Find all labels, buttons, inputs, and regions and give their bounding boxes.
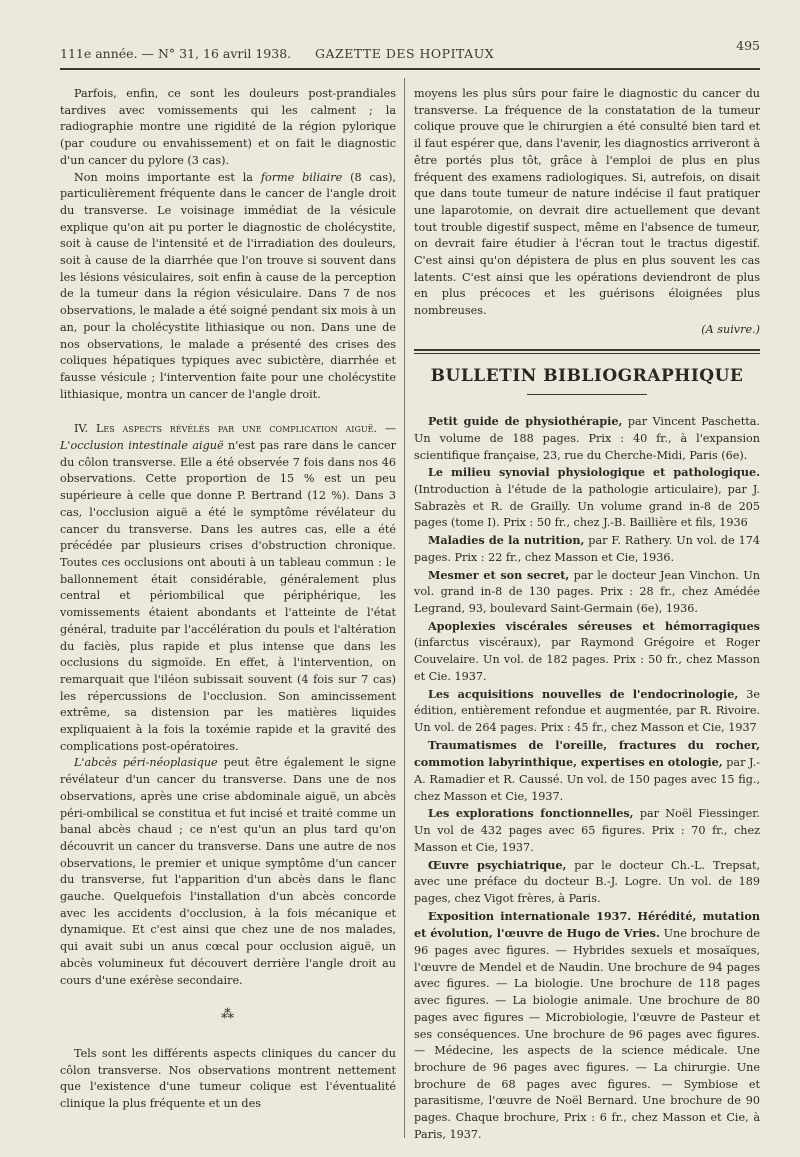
paragraph-biliary: Non moins importante est la forme biliaire (8 cas), particulièrement fréquente dans le cancer de l'angle droit du transverse. Le voisinage immédiat de la vésicule explique qu'on ait pu porter le diagnostic de cholécystite, soit à cause de l'intensité et de l'irradiation des douleurs, soit à cause de la diarrhée que l'on trouve si souvent dans les lésions vésiculaires, soit enfin à cause de la perception de la tumeur dans la région vésiculaire. Dans 7 de nos observations, le malade a été soigné pendant six mois à un an, pour la cholécystite lithiasique ou non. Dans une de nos observations, le malade a présenté des crises des coliques hépatiques typiques avec subictère, diarrhée et fausse vésicule ; l'intervention faite pour une cholécystite lithiasique, montra un cancer de l'angle droit. (60, 170, 396, 401)
bibliography-entry (414, 413, 760, 464)
entry-details: par J.-A. Ramadier et R. Caussé. Un vol. de 150 pages avec 15 fig., chez Masson et Cie, 1937. (414, 756, 760, 803)
bulletin-rule (414, 349, 760, 351)
entry-title: Œuvre psychiatrique, (428, 857, 567, 872)
entry-details: par F. Rathery. Un vol. de 174 pages. Prix : 22 fr., chez Masson et Cie, 1936. (414, 534, 760, 564)
entry-title: Le milieu synovial physiologique et pathologique. (428, 465, 760, 480)
entry-details: Une brochure de 96 pages avec figures. — Hybrides sexuels et mosaïques, l'œuvre de Mendel et de Naudin. Une brochure de 94 pages avec figures. — La biologie. Une brochure de 118 pages avec figures. — La biologie animale. Une brochure de 80 pages avec figures — Microbiologie, l'œuvre de Pasteur et ses conséquences. Une brochure de 96 pages avec figures. — Médecine, les aspects de la science médicale. Une brochure de 96 pages avec figures. — La chirurgie. Une brochure de 68 pages avec figures. — Symbiose et parasitisme, l'œuvre de Noël Bernard. Une brochure de 90 pages. Chaque brochure, Prix : 6 fr., chez Masson et Cie, à Paris, 1937. (414, 927, 760, 1141)
entry-details: 3e édition, entièrement refondue et augmentée, par R. Rivoire. Un vol. de 264 pages. Prix : 45 fr., chez Masson et Cie, 1937 (414, 687, 760, 734)
page-number: 495 (736, 38, 760, 53)
left-column (60, 86, 396, 1113)
bulletin-underline (527, 394, 647, 395)
right-column (414, 86, 760, 1143)
bibliography-entry (414, 464, 760, 532)
bibliography-entry (414, 686, 760, 737)
bibliography-entry (414, 737, 760, 806)
bulletin-title: BULLETIN BIBLIOGRAPHIQUE (430, 365, 744, 386)
entry-title: Les explorations fonctionnelles, (428, 806, 634, 821)
column-divider (404, 78, 405, 1138)
entry-title: Petit guide de physiothérapie, (428, 414, 623, 429)
bibliography-entry (414, 618, 760, 686)
to-be-continued: (A suivre.) (701, 322, 760, 336)
entry-title: Apoplexies viscérales séreuses et hémorragiques (428, 618, 760, 633)
header-rule (60, 68, 760, 70)
entry-title: Exposition internationale 1937. Hérédité, mutation et évolution, l'œuvre de Hugo de Vries. (414, 908, 760, 941)
bibliography-list (414, 413, 760, 1143)
bibliography-entry (414, 857, 760, 908)
paragraph-continuation: moyens les plus sûrs pour faire le diagnostic du cancer du transverse. La fréquence de la constatation de la tumeur colique prouve que le chirurgien a été consulté bien tard et il faut espérer que, dans l'avenir, les diagnostics arriveront à être portés plus tôt, grâce à l'emploi de plus en plus fréquent des examens radiologiques. Si, autrefois, on disait que dans toute tumeur de nature indécise il faut pratiquer une laparotomie, on devrait dire actuellement que devant tout trouble digestif suspect, même en l'absence de tumeur, on devrait faire étudier à l'écran tout le tractus digestif. C'est ainsi qu'on dépistera de plus en plus souvent les cas latents. C'est ainsi que les opérations deviendront de plus en plus précoces et les guérisons éloignées plus nombreuses. (414, 87, 760, 318)
entry-details: par le docteur Ch.-L. Trepsat, avec une préface du docteur B.-J. Logre. Un vol. de 189 pages, chez Vigot frères, à Paris. (414, 858, 760, 905)
bibliography-entry (414, 908, 760, 1144)
bibliography-entry (414, 805, 760, 856)
entry-details: par Vincent Paschetta. Un volume de 188 pages. Prix : 40 fr., à l'expansion scientifique française, 23, rue du Cherche-Midi, Paris (6e). (414, 415, 760, 462)
page-header (60, 38, 760, 66)
entry-title: Mesmer et son secret, (428, 567, 570, 582)
bibliography-entry (414, 532, 760, 566)
issue-info: 111e année. — N° 31, 16 avril 1938. (60, 46, 292, 61)
entry-details: par le docteur Jean Vinchon. Un vol. grand in-8 de 130 pages. Prix : 28 fr., chez Amédée Legrand, 93, boulevard Saint-Germain (6e), 1936. (414, 568, 760, 615)
paragraph-pyloric: Parfois, enfin, ce sont les douleurs post-prandiales tardives avec vomissements qui les calment ; la radiographie montre une rigidité de la région pylorique (par coudure ou envahissement) et on fait le diagnostic d'un cancer du pylore (3 cas). (60, 87, 396, 167)
entry-details: (infarctus viscéraux), par Raymond Grégoire et Roger Couvelaire. Un vol. de 182 pages. Prix : 50 fr., chez Masson et Cie. 1937. (414, 636, 760, 683)
entry-title: Maladies de la nutrition, (428, 533, 585, 548)
bulletin-rule-thin (414, 353, 760, 354)
entry-title: Les acquisitions nouvelles de l'endocrinologie, (428, 686, 739, 701)
paragraph-conclusion: Tels sont les différents aspects cliniques du cancer du côlon transverse. Nos observations montrent nettement que l'existence d'une tumeur colique est l'éventualité clinique la plus fréquente et un des (60, 1046, 396, 1111)
entry-title: Traumatismes de l'oreille, fractures du rocher, commotion labyrinthique, expertises en otologie, (414, 737, 760, 770)
paragraph-complications: IV. Les aspects révélés par une complication aiguë. — L'occlusion intestinale aiguë n'est pas rare dans le cancer du côlon transverse. Elle a été observée 7 fois dans nos 46 observations. Cette proportion de 15 % est un peu supérieure à celle que donne P. Bertrand (12 %). Dans 3 cas, l'occlusion aiguë a été le symptôme révélateur du cancer du transverse. Dans les autres cas, elle a été précédée par plusieurs crises d'obstruction chronique. Toutes ces occlusions ont abouti à un tableau commun : le ballonnement était considérable, généralement plus central et périombilical que périphérique, les vomissements étaient abondants et l'atteinte de l'état général, traduite par l'accélération du pouls et l'altération du faciès, plus rapide et plus intense que dans les occlusions du sigmoïde. En effet, à l'intervention, on remarquait que l'iléon subissait souvent (4 fois sur 7 cas) les répercussions de l'occlusion. Son amincissement extrême, sa distension par les matières liquides expliquaient à la fois la toxémie rapide et la gravité des complications post-opératoires. (60, 422, 397, 753)
section-separator: ⁂ (221, 1007, 235, 1023)
entry-details: (Introduction à l'étude de la pathologie articulaire), par J. Sabrazès et R. de Grailly. Un volume grand in-8 de 205 pages (tome I). Prix : 50 fr., chez J.-B. Baillière et fils, 1936 (414, 483, 760, 530)
paragraph-abscess: L'abcès péri-néoplasique peut être également le signe révélateur d'un cancer du transverse. Dans une de nos observations, après une crise abdominale aiguë, un abcès péri-ombilical se constitua et fut incisé et traité comme un banal abcès chaud ; ce n'est qu'un an plus tard qu'on découvrit un cancer du transverse. Dans une autre de nos observations, le premier et unique symptôme d'un cancer du transverse, fut l'apparition d'un abcès dans le flanc gauche. Quelquefois l'installation d'un abcès concorde avec les accidents d'occlusion, à la fois mécanique et dynamique. Et c'est ainsi que chez une de nos malades, qui avait subi un anus cœcal pour occlusion aiguë, un abcès volumineux fut découvert derrière l'angle droit au cours d'une exérèse secondaire. (60, 756, 396, 987)
bibliography-entry (414, 567, 760, 618)
journal-title: GAZETTE DES HOPITAUX (315, 46, 495, 61)
entry-details: par Noël Fiessinger. Un vol de 432 pages avec 65 figures. Prix : 70 fr., chez Masson et Cie, 1937. (414, 807, 760, 854)
